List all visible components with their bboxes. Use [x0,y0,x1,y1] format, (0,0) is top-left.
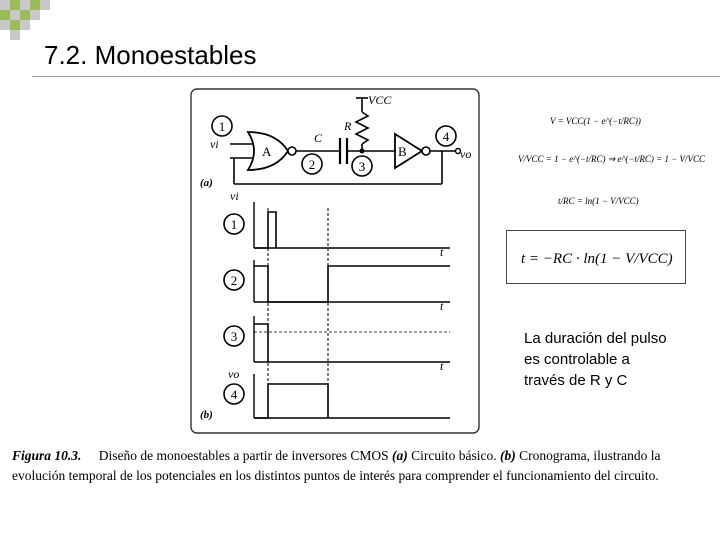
timing-vo-label: vo [228,367,240,381]
timing-node-4-label: 4 [230,387,238,402]
capacitor-label: C [314,131,323,145]
title-divider [32,76,720,77]
formula-2: V/VCC = 1 − e^(−t/RC) ⇒ e^(−t/RC) = 1 − V/VCC [518,154,706,164]
figure-caption [12,446,702,486]
caption-text-2: Circuito básico. [411,448,497,463]
node-3-label: 3 [358,159,366,174]
circuit-timing-figure [190,88,482,436]
formula-1: V = VCC(1 − e^(−t/RC)) [550,116,641,126]
node-2-label: 2 [308,157,316,172]
boxed-formula-box [506,230,686,284]
derivation-formulas [510,104,710,220]
boxed-formula: t = −RC · ln(1 − V/VCC) [521,251,673,267]
vcc-label: VCC [368,93,392,107]
part-b-label: (b) [200,409,213,421]
timing-vi-label: vi [230,189,239,203]
circuit-vi-label: vi [210,137,219,151]
gate-b-label: B [398,144,407,159]
node-1-label: 1 [218,119,226,134]
part-a-label: (a) [200,177,213,189]
resistor-label: R [344,119,352,133]
axis-t-1: t [440,245,444,259]
decorative-checker [0,0,60,42]
boxed-formula-svg [507,231,685,283]
timing-node-3-label: 3 [230,329,238,344]
axis-t-3: t [440,359,444,373]
caption-part-b: (b) [499,448,516,463]
caption-text-3: Cronograma, ilustrando la evolución temporal de los potenciales en los distintos puntos de interés para comprender el funcionamiento del circuito. [12,448,661,483]
pulse-duration-note: La duración del pulso es controlable a través de R y C [524,330,667,389]
node-4-label: 4 [442,129,450,144]
gate-a-label: A [262,144,272,159]
slide-title: 7.2. Monoestables [44,40,257,70]
timing-node-1-label: 1 [230,217,238,232]
caption-text-1: Diseño de monoestables a partir de inversores CMOS [98,448,389,463]
caption-part-a: (a) [391,448,408,463]
timing-node-2-label: 2 [230,273,238,288]
figure-frame [191,89,479,433]
caption-label: Figura 10.3. [12,448,82,463]
axis-t-2: t [440,299,444,313]
formula-3: t/RC = ln(1 − V/VCC) [558,196,639,206]
circuit-vo-label: vo [460,147,472,161]
